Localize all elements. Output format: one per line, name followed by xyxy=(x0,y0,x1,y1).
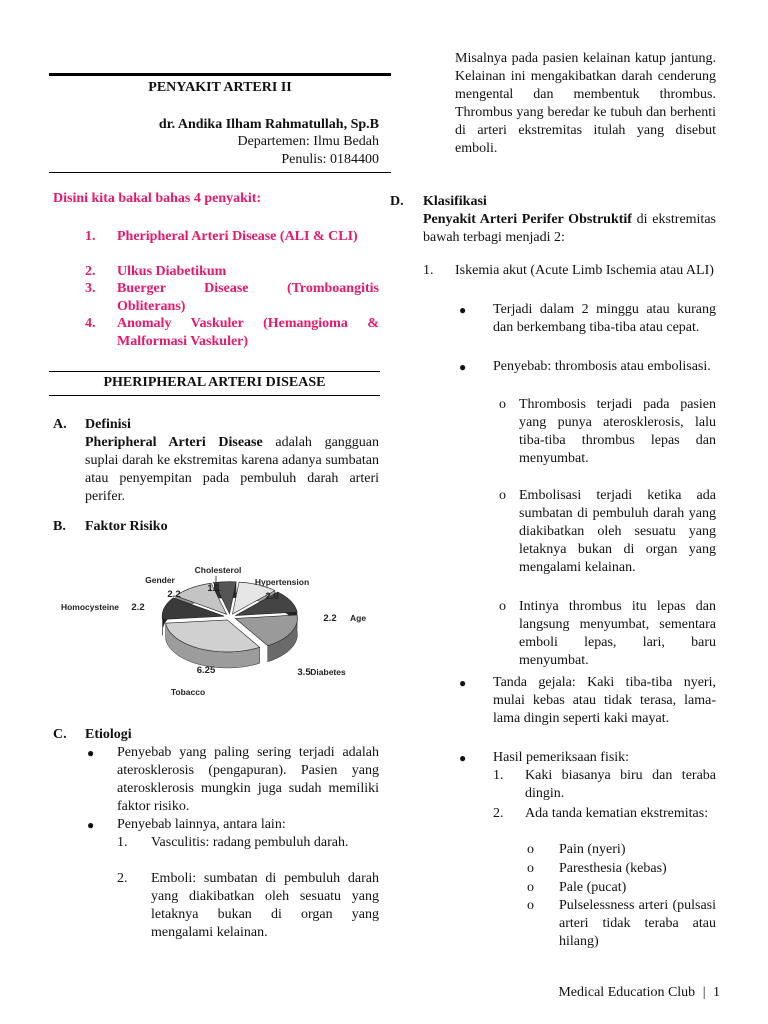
sec-d-exam-num: 2. xyxy=(493,806,504,821)
sec-b-title: Faktor Risiko xyxy=(85,519,168,534)
sec-c-sub-text: Vasculitis: radang pembuluh darah. xyxy=(151,835,349,850)
author-name: dr. Andika Ilham Rahmatullah, Sp.B xyxy=(158,117,379,132)
sign-item: Pain (nyeri) xyxy=(559,842,626,857)
pie-value-label: 2.2 xyxy=(131,602,145,613)
circle-bullet-icon: o xyxy=(527,880,534,895)
sec-c-bullet1: Penyebab yang paling sering terjadi adalah aterosklerosis (pengapuran). Pasien yang aterosklerosis mungkin juga sudah memiliki faktor risiko. xyxy=(117,745,379,814)
intro-item-num: 4. xyxy=(85,316,96,331)
sec-a-title: Definisi xyxy=(85,417,131,432)
section-bottom-rule xyxy=(49,395,380,396)
pie-label: Hypertension xyxy=(254,577,310,587)
intro-text: Disini kita bakal bahas 4 penyakit: xyxy=(53,191,262,206)
circle-bullet-icon: o xyxy=(527,861,534,876)
sec-d-bullet: Terjadi dalam 2 minggu atau kurang dan berkembang tiba-tiba atau cepat. xyxy=(493,302,716,335)
embolus-example: Misalnya pada pasien kelainan katup jantung. Kelainan ini mengakibatkan darah cenderung mengental dan membentuk thrombus. Thrombus yang beredar ke tubuh dan berhenti di arteri ekstremitas itulah yang disebut emboli. xyxy=(455,51,716,156)
section-title: PHERIPHERAL ARTERI DISEASE xyxy=(103,375,326,390)
pie-label: Homocysteine xyxy=(60,602,120,612)
sec-b-letter: B. xyxy=(53,519,66,534)
sec-d-lead xyxy=(423,211,716,247)
sec-d-subbullet: Intinya thrombus itu lepas dan langsung menyumbat, sementara emboli lepas, lari, baru menyumbat. xyxy=(519,599,716,668)
sec-d-title: Klasifikasi xyxy=(423,194,487,209)
sec-d-subbullet: Thrombosis terjadi pada pasien yang punya aterosklerosis, lalu tiba-tiba thrombus lepas dan menyumbat. xyxy=(519,397,716,466)
sec-a-term: Pheripheral Arteri Disease xyxy=(85,435,263,450)
section-top-rule xyxy=(49,371,380,372)
sign-item: Pulselessness arteri (pulsasi arteri tidak teraba atau hilang) xyxy=(559,898,716,949)
intro-item-num: 2. xyxy=(85,264,96,279)
writer: Penulis: 0184400 xyxy=(281,152,379,167)
intro-item xyxy=(53,315,379,351)
pie-value-label: 6.25 xyxy=(196,665,216,676)
pie-value-label: 2.2 xyxy=(323,613,337,624)
bullet-icon: ● xyxy=(87,746,95,760)
intro-item-text: Pheripheral Arteri Disease (ALI & CLI) xyxy=(117,229,358,244)
sec-d-exam-text: Ada tanda kematian ekstremitas: xyxy=(525,806,709,821)
bullet-icon: ● xyxy=(459,676,467,690)
circle-bullet-icon: o xyxy=(527,842,534,857)
footer xyxy=(500,984,720,1002)
sec-d-bullet: Penyebab: thrombosis atau embolisasi. xyxy=(493,359,711,374)
pie-value-label: 1.1 xyxy=(207,583,221,594)
circle-bullet-icon: o xyxy=(499,488,506,503)
page-title: PENYAKIT ARTERI II xyxy=(148,80,292,95)
intro-item-num: 3. xyxy=(85,281,96,296)
sec-c-title: Etiologi xyxy=(85,727,132,742)
intro-item-text: Ulkus Diabetikum xyxy=(117,264,227,279)
bullet-icon: ● xyxy=(87,818,95,832)
pie-label: Tobacco xyxy=(170,687,206,697)
footer-club: Medical Education Club xyxy=(558,985,696,1000)
intro-item xyxy=(53,280,379,316)
intro-item-text: Buerger Disease (Tromboangitis Obliterans) xyxy=(117,281,379,314)
sec-a-text: adalah gangguan suplai darah ke ekstremitas karena adanya sumbatan atau penyempitan pada pembuluh darah arteri perifer. xyxy=(85,435,379,504)
sec-d-bullet: Tanda gejala: Kaki tiba-tiba nyeri, mulai kebas atau tidak terasa, lama-lama dingin seperti kaki mayat. xyxy=(493,675,716,726)
pie-value-label: 2.2 xyxy=(167,589,181,600)
circle-bullet-icon: o xyxy=(527,898,534,913)
sec-d-bullet: Hasil pemeriksaan fisik: xyxy=(493,750,630,765)
sec-d-item-num: 1. xyxy=(423,263,434,278)
sign-item: Pale (pucat) xyxy=(559,880,627,895)
sign-item: Paresthesia (kebas) xyxy=(559,861,667,876)
department: Departemen: Ilmu Bedah xyxy=(237,134,379,149)
pie-value-label: 3.5 xyxy=(297,667,311,678)
bullet-icon: ● xyxy=(459,303,467,317)
sec-d-lead-bold: Penyakit Arteri Perifer Obstruktif xyxy=(423,212,632,227)
sec-d-subbullet: Embolisasi terjadi ketika ada sumbatan di pembuluh darah yang diakibatkan oleh sesuatu yang letaknya bukan di organ yang mengalami kelainan. xyxy=(519,488,716,575)
sec-d-item: Iskemia akut (Acute Limb Ischemia atau ALI) xyxy=(455,263,714,278)
header-bottom-rule xyxy=(49,172,391,173)
sec-c-bullet2: Penyebab lainnya, antara lain: xyxy=(117,817,286,832)
bullet-icon: ● xyxy=(459,751,467,765)
sec-c-sub-text: Emboli: sumbatan di pembuluh darah yang diakibatkan oleh sesuatu yang letaknya bukan di organ yang mengalami kelainan. xyxy=(151,871,379,940)
sec-a-body xyxy=(85,434,379,506)
circle-bullet-icon: o xyxy=(499,397,506,412)
pie-label: Age xyxy=(350,613,367,623)
header-top-rule xyxy=(49,73,391,76)
sec-a-letter: A. xyxy=(53,417,67,432)
page-number: 1 xyxy=(713,985,720,1000)
sec-d-lead-rest: di ekstremitas bawah terbagi menjadi 2: xyxy=(423,212,716,245)
pie-label: Diabetes xyxy=(310,667,346,677)
sec-c-letter: C. xyxy=(53,727,67,742)
bullet-icon: ● xyxy=(459,360,467,374)
sec-c-sub-num: 1. xyxy=(117,835,128,850)
intro-item-num: 1. xyxy=(85,229,96,244)
intro-item xyxy=(53,263,379,281)
sec-d-exam-num: 1. xyxy=(493,768,504,783)
intro-item-text: Anomaly Vaskuler (Hemangioma & Malformasi Vaskuler) xyxy=(117,316,379,349)
circle-bullet-icon: o xyxy=(499,599,506,614)
intro-item xyxy=(53,228,379,246)
pie-label: Cholesterol xyxy=(194,565,242,575)
footer-separator: | xyxy=(702,985,706,1000)
pie-value-label: 2.0 xyxy=(265,591,279,602)
risk-factor-pie-chart xyxy=(50,555,380,705)
sec-d-exam-text: Kaki biasanya biru dan teraba dingin. xyxy=(525,768,716,801)
sec-c-sub-num: 2. xyxy=(117,871,128,886)
sec-d-letter: D. xyxy=(390,194,404,209)
pie-label: Gender xyxy=(145,575,175,585)
